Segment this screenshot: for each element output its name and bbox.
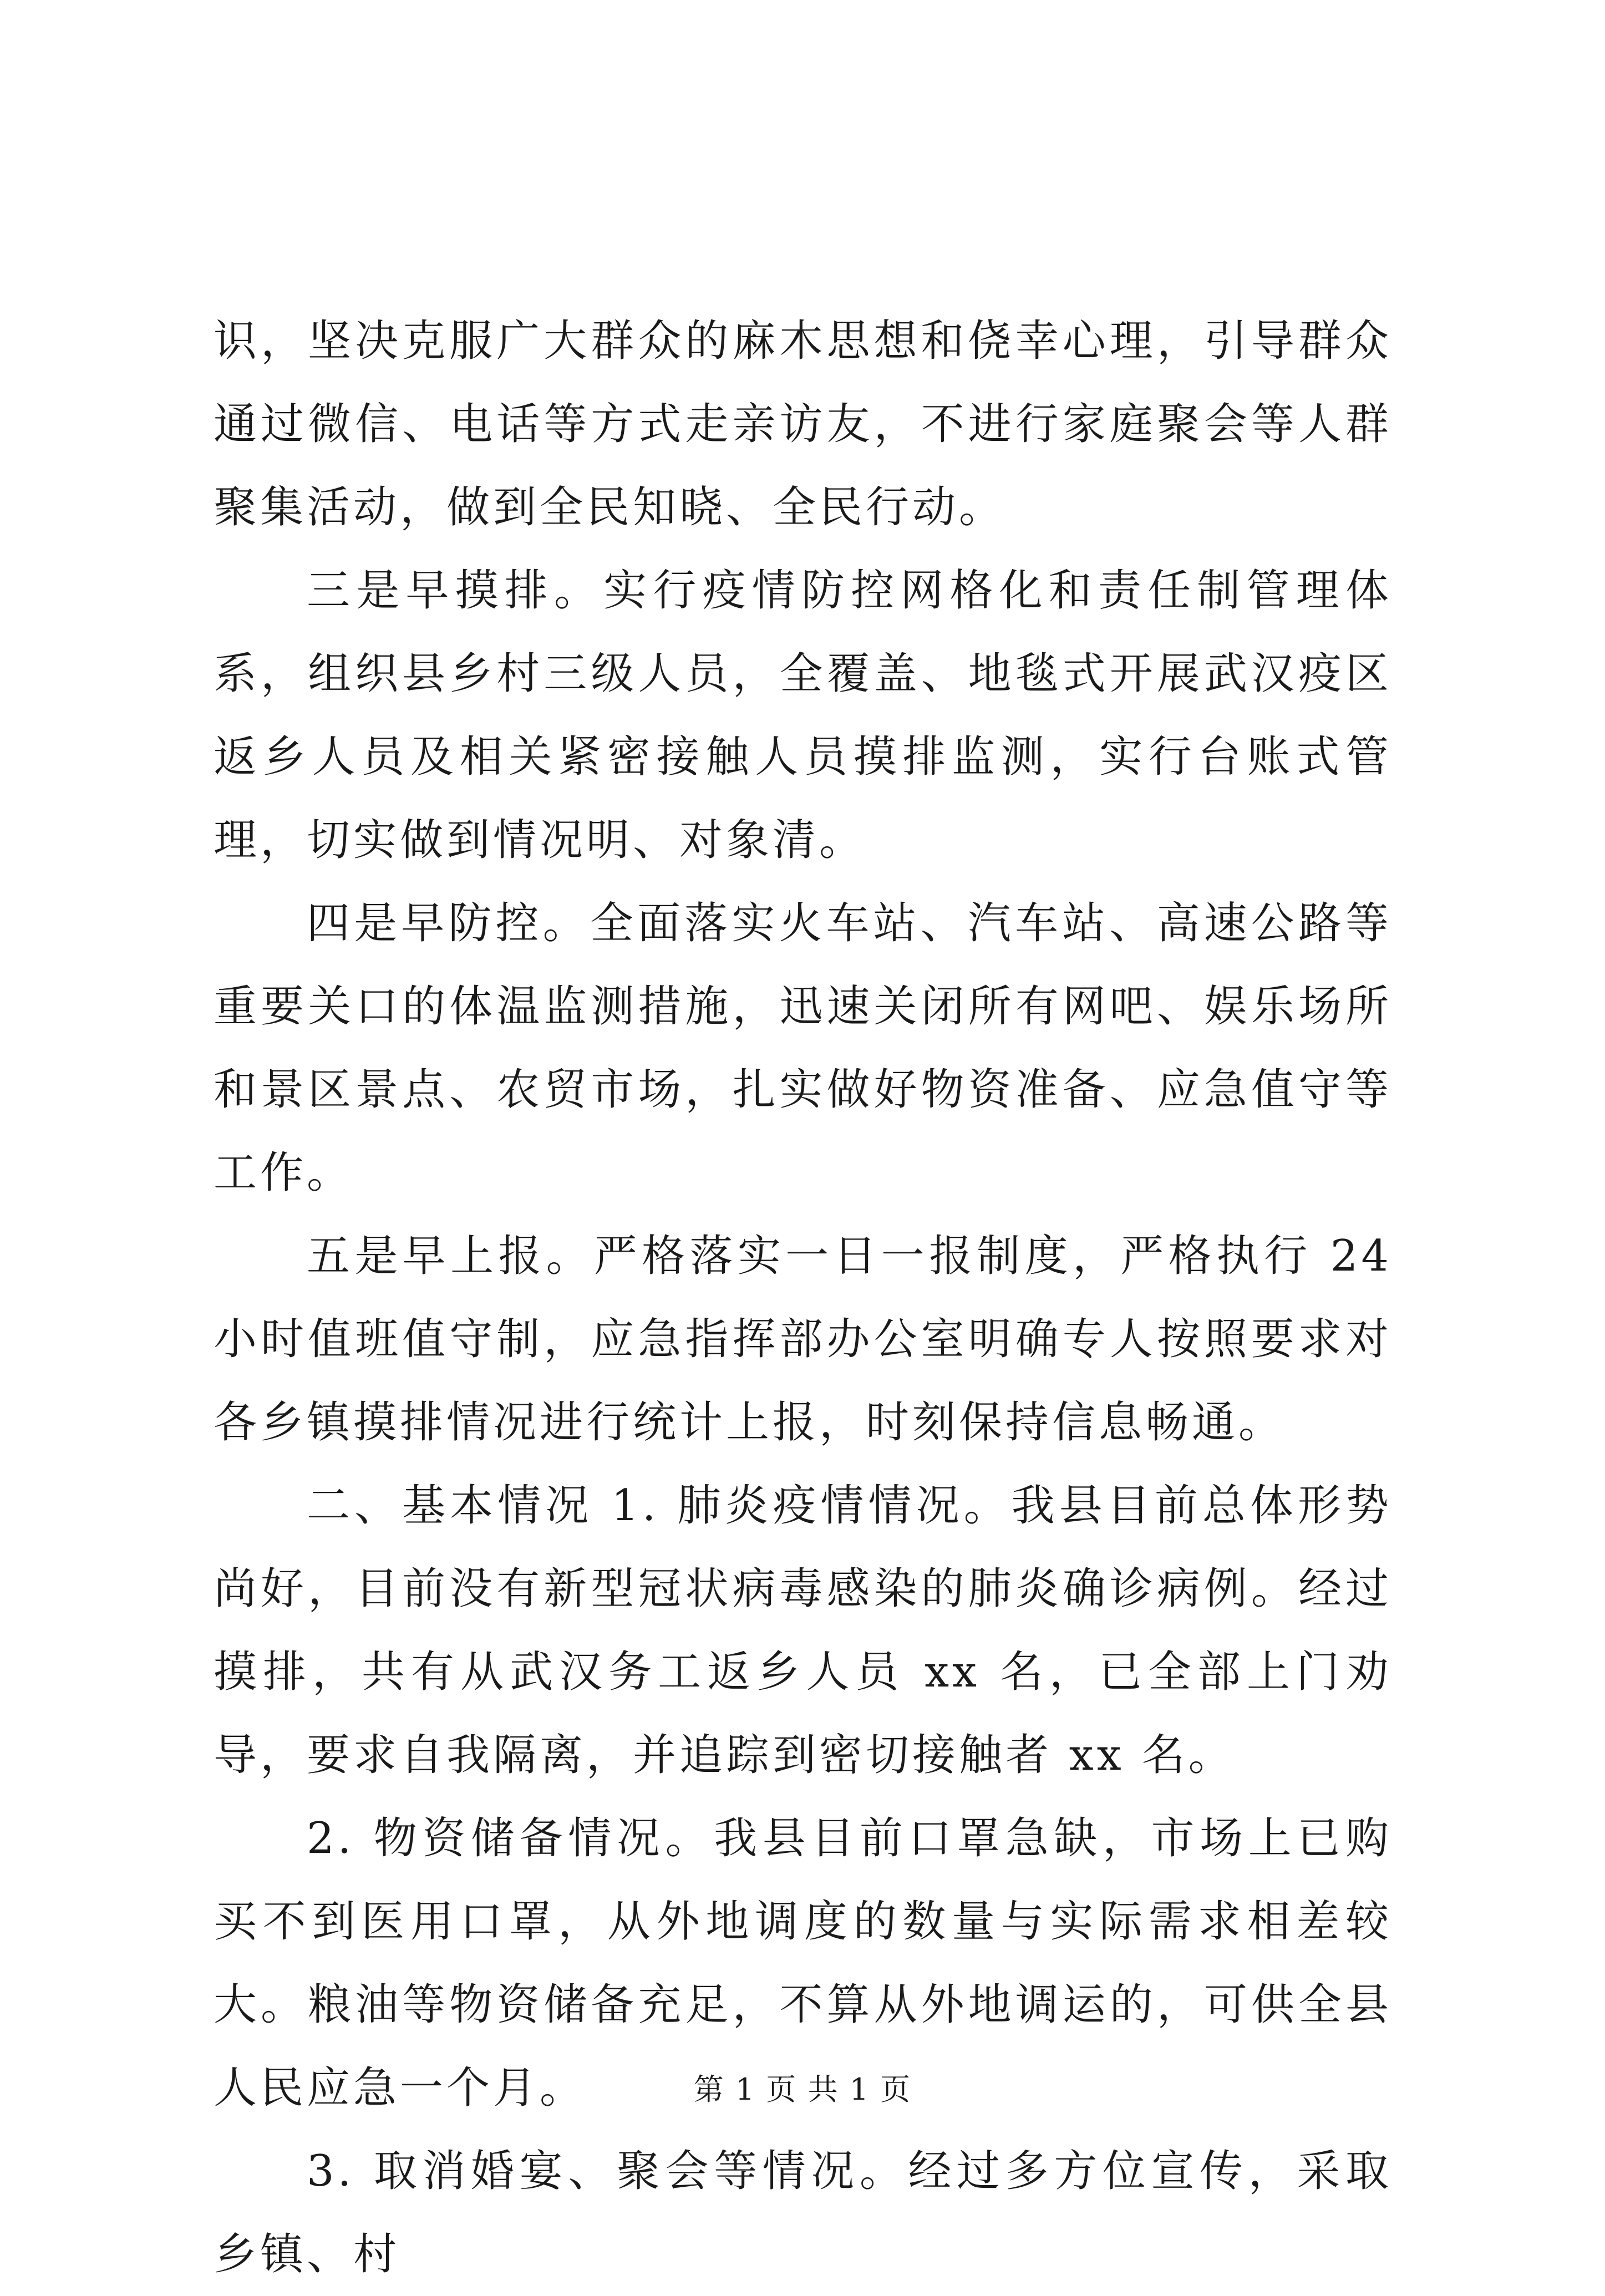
paragraph-cancel-gatherings: 3. 取消婚宴、聚会等情况。经过多方位宣传，采取乡镇、村 <box>214 2146 1392 2279</box>
document-body <box>214 299 1392 2296</box>
paragraph-material-reserve: 2. 物资储备情况。我县目前口罩急缺，市场上已购买不到医用口罩，从外地调度的数量与实际需求相差较大。粮油等物资储备充足，不算从外地调运的，可供全县人民应急一个月。 <box>214 1814 1392 2113</box>
page-number-footer: 第 1 页 共 1 页 <box>693 2072 912 2107</box>
paragraph-early-reporting: 五是早上报。严格落实一日一报制度，严格执行 24 小时值班值守制，应急指挥部办公室明确专人按照要求对各乡镇摸排情况进行统计上报，时刻保持信息畅通。 <box>214 1231 1392 1447</box>
paragraph-continuation: 识，坚决克服广大群众的麻木思想和侥幸心理，引导群众通过微信、电话等方式走亲访友，不进行家庭聚会等人群聚集活动，做到全民知晓、全民行动。 <box>214 316 1392 532</box>
paragraph-basic-situation: 二、基本情况 1. 肺炎疫情情况。我县目前总体形势尚好，目前没有新型冠状病毒感染的肺炎确诊病例。经过摸排，共有从武汉务工返乡人员 xx 名，已全部上门劝导，要求自我隔离，并追踪到密切接触者 xx 名。 <box>214 1481 1392 1780</box>
paragraph-early-prevention: 四是早防控。全面落实火车站、汽车站、高速公路等重要关口的体温监测措施，迅速关闭所有网吧、娱乐场所和景区景点、农贸市场，扎实做好物资准备、应急值守等工作。 <box>214 898 1392 1198</box>
paragraph-early-screening: 三是早摸排。实行疫情防控网格化和责任制管理体系，组织县乡村三级人员，全覆盖、地毯式开展武汉疫区返乡人员及相关紧密接触人员摸排监测，实行台账式管理，切实做到情况明、对象清。 <box>214 566 1392 865</box>
